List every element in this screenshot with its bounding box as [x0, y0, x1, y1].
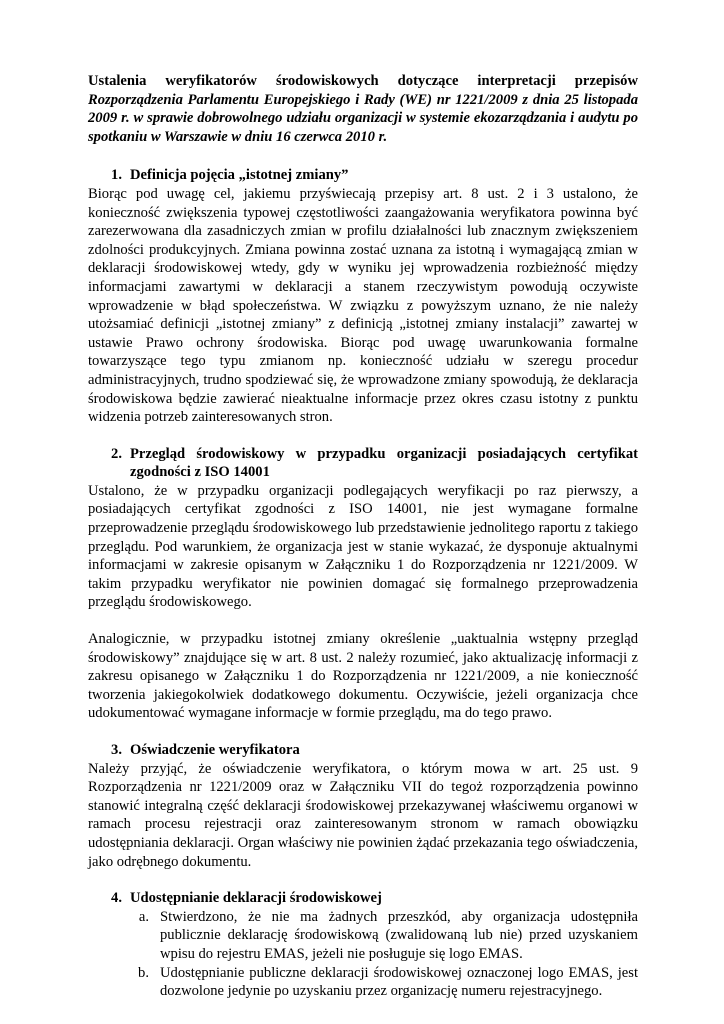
section-heading-4 [88, 889, 638, 908]
section-title: Udostępnianie deklaracji środowiskowej [130, 890, 382, 907]
section-title: Oświadczenie weryfikatora [130, 742, 300, 758]
title-italic: Rozporządzenia Parlamentu Europejskiego i Rady (WE) nr 1221/2009 z dnia 25 listopada 2009 r. w sprawie dobrowolnego udziału organizacji w systemie ekozarządzania i audytu po spotkaniu w Warszawie w dniu 16 czerwca 2010 r. [88, 91, 638, 145]
title-line: Ustalenia weryfikatorów środowiskowych dotyczące interpretacji przepisów [88, 73, 638, 89]
list-item-label: b. [138, 964, 149, 981]
section-number: 4. [111, 890, 122, 907]
document-page [88, 72, 638, 1001]
section-paragraph: Biorąc pod uwagę cel, jakiemu przyświecają przepisy art. 8 ust. 2 i 3 ustalono, że konieczność zwiększenia typowej częstotliwości zaangażowania weryfikatora powinna być zarezerwowana dla zasadniczych zmian w profilu działalności lub znacznym zwiększeniem zdolności produkcyjnych. Zmiana powinna zostać uznana za istotną i wymagającą zmian w deklaracji środowiskowej wtedy, gdy w wyniku jej wprowadzenia rozbieżność między informacjami zawartymi w deklaracji a stanem rzeczywistym powodują oczywiste wprowadzenie w błąd społeczeństwa. W związku z powyższym uznano, że nie należy utożsamiać definicji „istotnej zmiany” z definicją „istotnej zmiany instalacji” zawartej w ustawie Prawo ochrony środowiska. Biorąc pod uwagę uwarunkowania formalne towarzyszące tego typu zmianom np. konieczność udziału w szeregu procedur administracyjnych, trudno spodziewać się, że wprowadzone zmiany spowodują, że deklaracja środowiskowa będzie zawierać nieaktualne informacje przez okres czasu istotny z punktu widzenia potrzeb zainteresowanych stron. [88, 185, 638, 426]
section-heading-2 [88, 445, 638, 482]
section-number: 2. [111, 445, 122, 462]
section-heading-3 [88, 741, 638, 760]
section-paragraph: Ustalono, że w przypadku organizacji podlegających weryfikacji po raz pierwszy, a posiadających certyfikat zgodności z ISO 14001, nie jest wymagane formalne przeprowadzenie przeglądu środowiskowego lub przedstawienie jednolitego raportu z takiego przeglądu. Pod warunkiem, że organizacja jest w stanie wykazać, że dysponuje aktualnymi informacjami w zakresie opisanym w Załączniku 1 do Rozporządzenia nr 1221/2009. W takim przypadku weryfikator nie powinien domagać się formalnego przeprowadzenia przeglądu środowiskowego. [88, 482, 638, 611]
section-title: Przegląd środowiskowy w przypadku organizacji posiadających certyfikat zgodności z ISO 14001 [130, 445, 638, 481]
list-item-text: Stwierdzono, że nie ma żadnych przeszkód, aby organizacja udostępniła publicznie deklarację środowiskową (zwalidowaną lub nie) przed uzyskaniem wpisu do rejestru EMAS, jeżeli nie posługuje się logo EMAS. [160, 908, 638, 962]
sublist [88, 908, 638, 1001]
document-title [88, 72, 638, 146]
section-paragraph: Należy przyjąć, że oświadczenie weryfikatora, o którym mowa w art. 25 ust. 9 Rozporządzenia nr 1221/2009 oraz w Załączniku VII do tegoż rozporządzenia powinno stanowić integralną część deklaracji środowiskowej przekazywanej właściwemu organowi w ramach procesu rejestracji oraz zainteresowanym stronom w ramach obowiązku udostępniania deklaracji. Organ właściwy nie powinien żądać przekazania tego oświadczenia, jako odrębnego dokumentu. [88, 760, 638, 870]
section-paragraph: Analogicznie, w przypadku istotnej zmiany określenie „uaktualnia wstępny przegląd środowiskowy” znajdujące się w art. 8 ust. 2 należy rozumieć, jako aktualizację informacji z zakresu opisanego w Załączniku 1 do Rozporządzenia nr 1221/2009, a nie konieczność tworzenia jakiegokolwiek dodatkowego dokumentu. Oczywiście, jeżeli organizacja chce udokumentować wymagane informacje w formie przeglądu, ma do tego prawo. [88, 631, 638, 722]
section-number: 3. [111, 742, 122, 758]
list-item-label: a. [138, 908, 149, 925]
section-title: Definicja pojęcia „istotnej zmiany” [130, 167, 349, 184]
list-item [88, 908, 638, 964]
section-number: 1. [111, 167, 122, 184]
list-item-text: Udostępnianie publiczne deklaracji środowiskowej oznaczonej logo EMAS, jest dozwolone jedynie po uzyskaniu przez organizację numeru rejestracyjnego. [160, 964, 638, 1000]
section-heading-1 [88, 166, 638, 185]
list-item [88, 964, 638, 1001]
